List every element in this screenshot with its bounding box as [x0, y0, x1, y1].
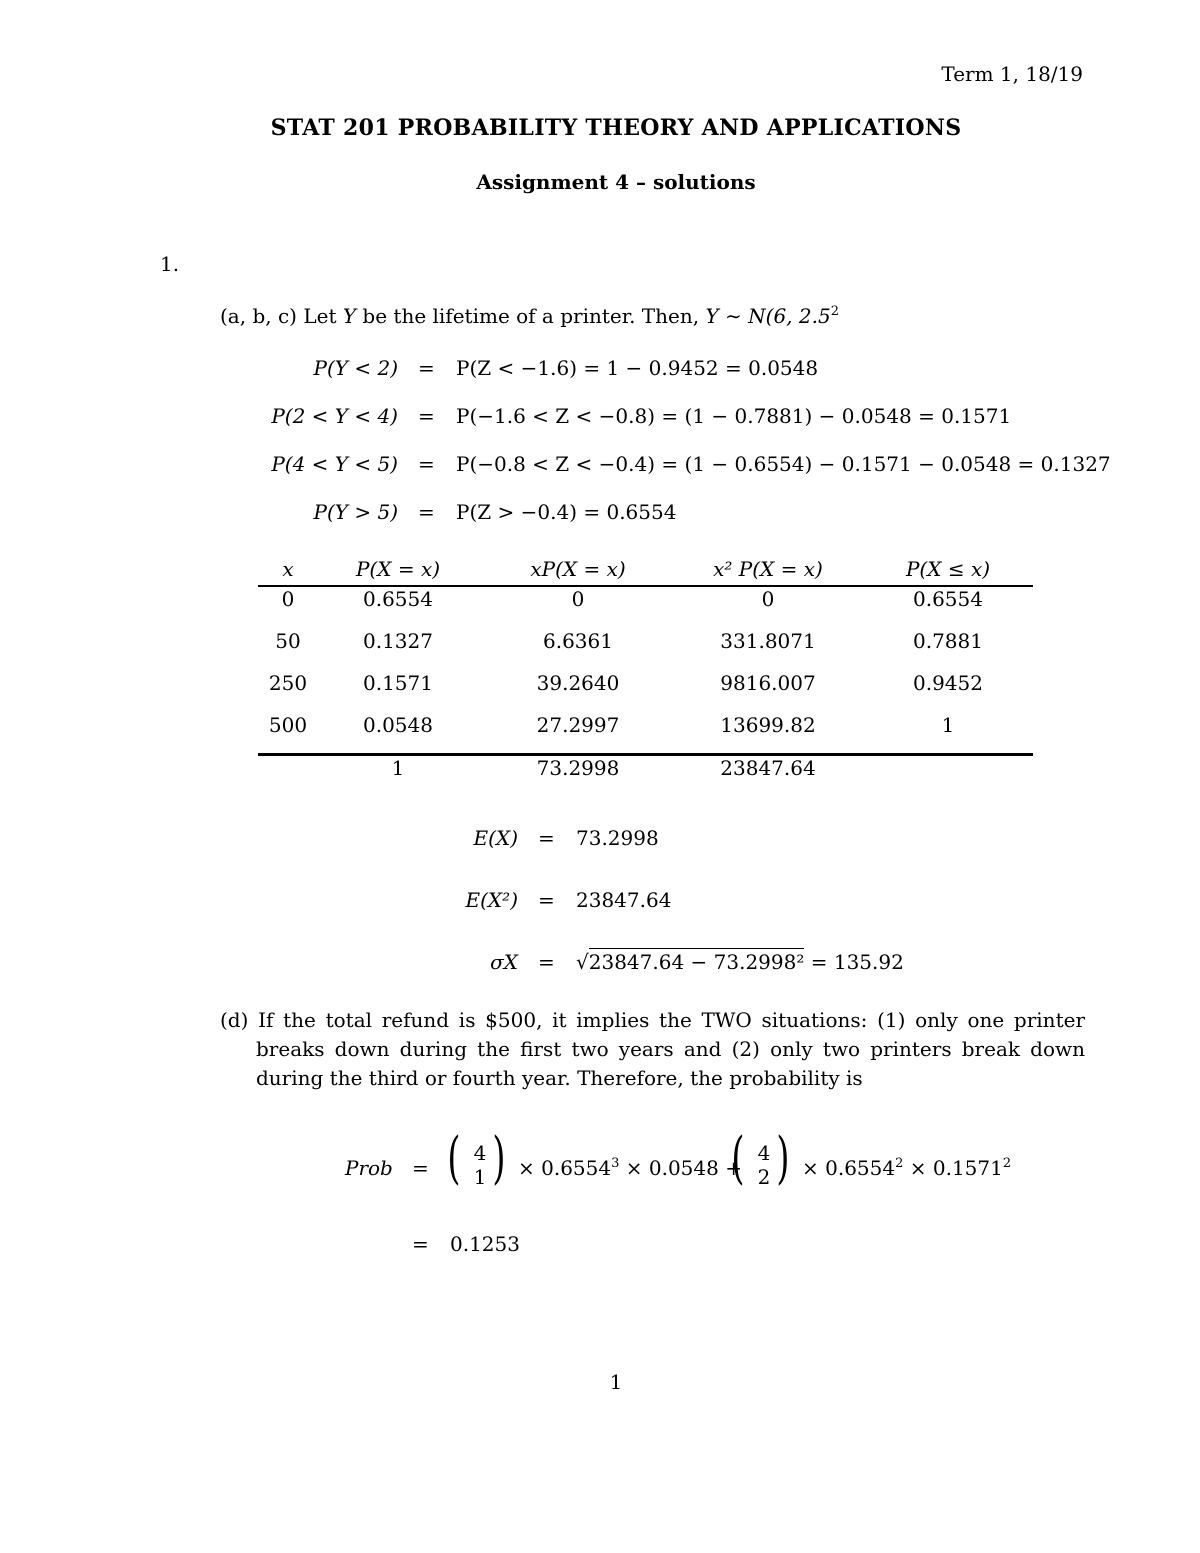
table-cell: 13699.82 — [720, 713, 816, 737]
table-cell: 0 — [761, 587, 775, 611]
table-cell: 6.6361 — [543, 629, 613, 653]
table-cell: 250 — [268, 671, 308, 695]
table-cell: 500 — [268, 713, 308, 737]
table-cell: 27.2997 — [536, 713, 620, 737]
intro-text-1: (a, b, c) Let — [220, 304, 343, 328]
equation-row — [0, 500, 1200, 528]
term-1-tail: × 0.0548 + — [619, 1156, 742, 1180]
binomial-1 — [468, 1141, 492, 1189]
left-paren: ( — [447, 1126, 461, 1191]
part-abc-intro — [220, 304, 839, 328]
equation-lhs: P(Y > 5) — [313, 500, 398, 524]
binomial-2 — [752, 1141, 776, 1189]
table-header-cell: x² P(X = x) — [713, 557, 823, 581]
document-title: STAT 201 PROBABILITY THEORY AND APPLICATIONS — [270, 115, 962, 141]
distribution-sup: 2 — [830, 304, 839, 319]
table-header-cell: x — [282, 557, 294, 581]
prob-lhs — [345, 1156, 393, 1180]
table-cell: 9816.007 — [720, 671, 816, 695]
table-cell: 0.7881 — [913, 629, 983, 653]
equation-rhs: P(−0.8 < Z < −0.4) = (1 − 0.6554) − 0.1571 − 0.0548 = 0.1327 — [456, 452, 1111, 476]
distribution: Y ∼ N(6, 2.5 — [705, 304, 831, 328]
table-cell: 0.1327 — [363, 629, 433, 653]
equation-op: = — [418, 356, 435, 380]
table-row — [258, 713, 1033, 743]
equation-row — [0, 452, 1200, 480]
expectation-lhs: E(X) — [473, 826, 518, 850]
table-total-cell: 1 — [391, 756, 405, 780]
prob-label: Prob — [345, 1156, 393, 1180]
term-label: Term 1, 18/19 — [941, 62, 1083, 86]
equation-rhs: P(Z < −1.6) = 1 − 0.9452 = 0.0548 — [456, 356, 819, 380]
equation-lhs: P(Y < 2) — [313, 356, 398, 380]
equation-op: = — [418, 500, 435, 524]
equation-rhs: P(Z > −0.4) = 0.6554 — [456, 500, 677, 524]
table-cell: 0 — [281, 587, 295, 611]
table-total-row — [258, 756, 1033, 786]
expectation-op: = — [538, 888, 555, 912]
table-cell: 39.2640 — [536, 671, 620, 695]
term-1-text: × 0.6554 — [518, 1156, 612, 1180]
equation-row — [0, 404, 1200, 432]
table-cell: 0.1571 — [363, 671, 433, 695]
expectation-rhs: 73.2998 — [576, 826, 659, 850]
intro-text-2: be the lifetime of a printer. Then, — [356, 304, 706, 328]
table-row — [258, 587, 1033, 617]
expectation-lhs: E(X²) — [465, 888, 518, 912]
sqrt-sign: √ — [576, 950, 589, 974]
table-cell: 50 — [275, 629, 301, 653]
binomial-bottom: 1 — [473, 1165, 487, 1189]
table-row — [258, 671, 1033, 701]
term-2-text: × 0.6554 — [802, 1156, 896, 1180]
equation-row — [0, 356, 1200, 384]
result-value: 0.1253 — [450, 1232, 520, 1256]
expectation-lhs: σX — [490, 950, 518, 974]
expectation-row — [0, 888, 1200, 918]
right-paren: ) — [776, 1126, 790, 1191]
expectation-row — [0, 826, 1200, 856]
right-paren: ) — [492, 1126, 506, 1191]
table-row — [258, 629, 1033, 659]
result-op: = — [412, 1232, 429, 1256]
expectation-op: = — [538, 950, 555, 974]
expectation-op: = — [538, 826, 555, 850]
page-number: 1 — [609, 1370, 623, 1394]
document-subtitle: Assignment 4 – solutions — [476, 170, 756, 194]
table-total-cell: 73.2998 — [536, 756, 620, 780]
table-cell: 0.9452 — [913, 671, 983, 695]
term-1-sup: 3 — [611, 1156, 620, 1171]
table-cell: 0.6554 — [913, 587, 983, 611]
table-header-cell: P(X ≤ x) — [905, 557, 991, 581]
binomial-top: 4 — [473, 1141, 487, 1165]
term-2-sup-2: 2 — [1002, 1156, 1012, 1171]
equation-lhs: P(2 < Y < 4) — [271, 404, 398, 428]
term-2-mid: × 0.1571 — [903, 1156, 1003, 1180]
expectation-row — [0, 950, 1200, 980]
expectation-rhs — [576, 950, 904, 974]
prob-term-1 — [518, 1156, 742, 1180]
left-paren: ( — [731, 1126, 745, 1191]
equation-rhs: P(−1.6 < Z < −0.8) = (1 − 0.7881) − 0.0548 = 0.1571 — [456, 404, 1012, 428]
expectation-result: = 135.92 — [804, 950, 904, 974]
term-2-sup: 2 — [895, 1156, 904, 1171]
binomial-bottom: 2 — [757, 1165, 771, 1189]
table-header-cell: P(X = x) — [355, 557, 441, 581]
equation-op: = — [418, 452, 435, 476]
equation-op: = — [418, 404, 435, 428]
table-cell: 0.6554 — [363, 587, 433, 611]
table-cell: 331.8071 — [720, 629, 816, 653]
table-cell: 0.0548 — [363, 713, 433, 737]
var-y: Y — [342, 304, 357, 328]
table-total-cell: 23847.64 — [720, 756, 816, 780]
table-header-cell: xP(X = x) — [530, 557, 626, 581]
table-cell: 1 — [941, 713, 955, 737]
part-d-text: (d) If the total refund is $500, it implies the TWO situations: (1) only one printer breaks down during the first two years and (2) only two printers break down during the third or fourth year. Therefore, the probability is — [220, 1008, 1085, 1090]
table-cell: 0 — [571, 587, 585, 611]
table-header-row — [258, 557, 1033, 587]
sqrt-content: 23847.64 − 73.2998² — [588, 950, 805, 974]
prob-op: = — [412, 1156, 429, 1180]
equation-lhs: P(4 < Y < 5) — [271, 452, 398, 476]
prob-term-2 — [802, 1156, 1011, 1180]
question-number: 1. — [160, 252, 180, 276]
part-d-paragraph — [220, 1006, 1085, 1093]
binomial-top: 4 — [757, 1141, 771, 1165]
expectation-rhs: 23847.64 — [576, 888, 672, 912]
